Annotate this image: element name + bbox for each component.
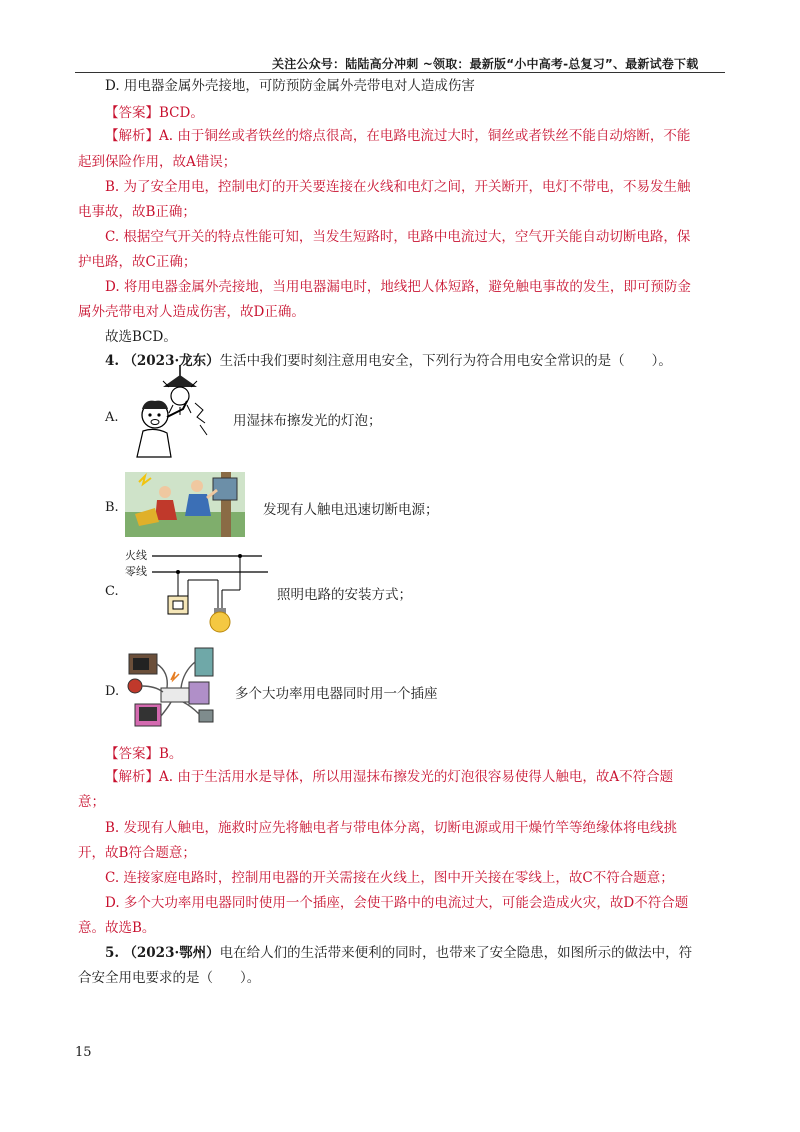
q4-analysis-line: D. 多个大功率用电器同时使用一个插座，会使干路中的电流过大，可能会造成火灾，故D不符合题 <box>105 895 689 911</box>
q4-analysis-line: 意。故选B。 <box>78 920 156 936</box>
q3-analysis-line: 属外壳带电对人造成伤害，故D正确。 <box>78 304 305 320</box>
live-wire-label: 火线 <box>125 549 147 562</box>
q4-option-d-text: 多个大功率用电器同时用一个插座 <box>235 686 438 702</box>
q3-analysis-line: 【解析】A. 由于铜丝或者铁丝的熔点很高，在电路电流过大时，铜丝或者铁丝不能自动熔断，不能 <box>105 128 691 144</box>
q3-conclusion: 故选BCD。 <box>105 329 177 345</box>
q3-option-d: D. 用电器金属外壳接地，可防预防金属外壳带电对人造成伤害 <box>105 78 475 94</box>
q4-answer: 【答案】B。 <box>105 746 183 762</box>
q5-source: （2023·鄂州） <box>123 945 220 961</box>
q4-analysis-line: 意； <box>78 794 105 810</box>
header-divider <box>75 72 725 73</box>
page-number: 15 <box>75 1045 92 1060</box>
q4-source: （2023·龙东） <box>123 353 220 369</box>
q4-option-b-label: B. <box>105 500 119 515</box>
q4-option-d-label: D. <box>105 684 120 699</box>
q3-analysis-line: D. 将用电器金属外壳接地，当用电器漏电时，地线把人体短路，避免触电事故的发生，即可预防金 <box>105 279 691 295</box>
q5-stem: 电在给人们的生活带来便利的同时，也带来了安全隐患，如图所示的做法中，符 <box>219 945 693 961</box>
q5-stem-line-2: 合安全用电要求的是（ ）。 <box>78 970 261 986</box>
q4-option-a-text: 用湿抹布擦发光的灯泡； <box>233 413 382 429</box>
page-header: 关注公众号：陆陆高分冲刺 ~领取：最新版“小中高考-总复习”、最新试卷下载 <box>272 57 699 71</box>
q3-answer: 【答案】BCD。 <box>105 105 204 121</box>
q4-number: 4. <box>105 353 120 369</box>
q3-analysis-line: 起到保险作用，故A错误； <box>78 154 237 170</box>
q4-analysis-line: 开，故B符合题意； <box>78 845 196 861</box>
q4-analysis-line: C. 连接家庭电路时，控制用电器的开关需接在火线上，图中开关接在零线上，故C不符合题意； <box>105 870 674 886</box>
q4-stem: 生活中我们要时刻注意用电安全，下列行为符合用电安全常识的是（ ）。 <box>219 353 672 369</box>
wet-cloth-lamp-illustration <box>125 365 220 460</box>
cut-power-rescue-illustration <box>125 472 245 537</box>
q4-option-b-text: 发现有人触电迅速切断电源； <box>263 502 439 518</box>
q3-analysis-line: C. 根据空气开关的特点性能可知，当发生短路时，电路中电流过大，空气开关能自动切断电路，保 <box>105 229 691 245</box>
q4-option-a-label: A. <box>105 410 119 425</box>
q3-analysis-line: 电事故，故B正确； <box>78 204 196 220</box>
q4-analysis-line: 【解析】A. 由于生活用水是导体，所以用湿抹布擦发光的灯泡很容易使得人触电，故A不符合题 <box>105 769 674 785</box>
q5-number: 5. <box>105 945 120 961</box>
q5-stem-line <box>105 944 692 962</box>
q3-analysis-line: 护电路，故C正确； <box>78 254 197 270</box>
overloaded-socket-illustration <box>125 642 225 732</box>
lighting-circuit-diagram <box>150 550 270 635</box>
q4-analysis-line: B. 发现有人触电，施救时应先将触电者与带电体分离，切断电源或用干燥竹竿等绝缘体将电线挑 <box>105 820 678 836</box>
q4-option-c-label: C. <box>105 584 119 599</box>
neutral-wire-label: 零线 <box>125 565 147 578</box>
q4-option-c-text: 照明电路的安装方式； <box>277 587 412 603</box>
q3-analysis-line: B. 为了安全用电，控制电灯的开关要连接在火线和电灯之间，开关断开，电灯不带电，不易发生触 <box>105 179 691 195</box>
